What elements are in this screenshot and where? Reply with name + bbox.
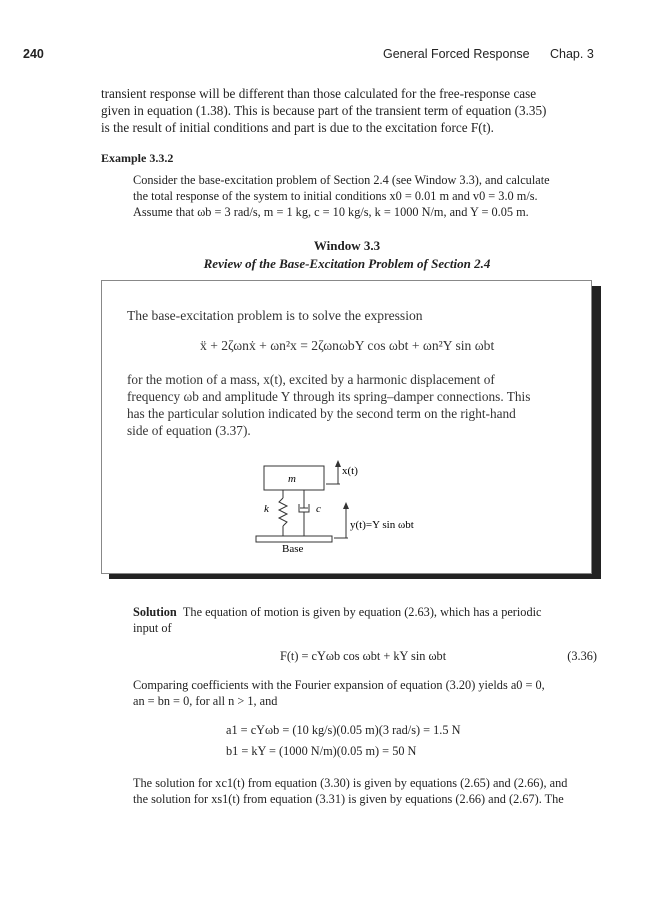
example-line: Consider the base-excitation problem of Section 2.4 (see Window 3.3), and calculate bbox=[133, 173, 550, 187]
equation-b1: b1 = kY = (1000 N/m)(0.05 m) = 50 N bbox=[226, 744, 417, 758]
page-number: 240 bbox=[23, 47, 44, 61]
equation-number: (3.36) bbox=[567, 649, 597, 663]
damper-label: c bbox=[316, 503, 321, 515]
intro-line: transient response will be different than those calculated for the free-response case bbox=[101, 86, 537, 101]
window-equation: ẍ + 2ζωnẋ + ωn²x = 2ζωnωbY cos ωbt + ωn²Y sin ωbt bbox=[200, 338, 495, 353]
mass-label: m bbox=[288, 473, 296, 485]
damper-icon bbox=[299, 490, 309, 536]
chapter-label: Chap. 3 bbox=[550, 47, 594, 61]
intro-line: is the result of initial conditions and part is due to the excitation force F(t). bbox=[101, 120, 494, 135]
closing-line: The solution for xc1(t) from equation (3.30) is given by equations (2.65) and (2.66), and bbox=[133, 776, 568, 790]
window-title: Window 3.3 bbox=[313, 238, 381, 253]
window-paragraph-line: side of equation (3.37). bbox=[127, 423, 251, 438]
equation-expression: F(t) = cYωb cos ωbt + kY sin ωbt bbox=[280, 649, 447, 663]
example-body bbox=[133, 172, 597, 220]
window-paragraph-line: for the motion of a mass, x(t), excited by a harmonic displacement of bbox=[127, 372, 495, 387]
comparing-line: Comparing coefficients with the Fourier expansion of equation (3.20) yields a0 = 0, bbox=[133, 678, 545, 692]
base-label: Base bbox=[282, 543, 304, 555]
solution-line: The equation of motion is given by equation (2.63), which has a periodic bbox=[182, 605, 542, 619]
window-paragraph-line: frequency ωb and amplitude Y through its spring–damper connections. This bbox=[127, 389, 531, 404]
solution-paragraph bbox=[133, 604, 597, 636]
x-label: x(t) bbox=[342, 465, 358, 477]
y-displacement-arrow-icon bbox=[334, 502, 349, 538]
example-title: Example 3.3.2 bbox=[101, 151, 174, 165]
example-line: Assume that ωb = 3 rad/s, m = 1 kg, c = 10 kg/s, k = 1000 N/m, and Y = 0.05 m. bbox=[133, 205, 529, 219]
example-line: the total response of the system to initial conditions x0 = 0.01 m and v0 = 3.0 m/s. bbox=[133, 189, 538, 203]
running-title: General Forced Response bbox=[383, 47, 530, 61]
base-block bbox=[256, 536, 332, 542]
window-paragraph bbox=[127, 371, 573, 439]
window-subtitle: Review of the Base-Excitation Problem of Section 2.4 bbox=[203, 256, 491, 271]
spring-icon bbox=[279, 490, 287, 536]
x-displacement-arrow-icon bbox=[326, 460, 341, 484]
base-excitation-diagram bbox=[250, 460, 450, 560]
intro-line: given in equation (1.38). This is because part of the transient term of equation (3.35) bbox=[101, 103, 547, 118]
closing-line: the solution for xs1(t) from equation (3.31) is given by equations (2.66) and (2.67). The bbox=[133, 792, 564, 806]
comparing-paragraph bbox=[133, 677, 597, 709]
intro-paragraph bbox=[101, 85, 596, 136]
spring-label: k bbox=[264, 503, 269, 515]
comparing-line: an = bn = 0, for all n > 1, and bbox=[133, 694, 278, 708]
window-intro-text: The base-excitation problem is to solve the expression bbox=[127, 308, 423, 323]
y-label: y(t)=Y sin ωbt bbox=[350, 519, 414, 531]
closing-paragraph bbox=[133, 775, 597, 807]
window-paragraph-line: has the particular solution indicated by the second term on the right-hand bbox=[127, 406, 516, 421]
solution-label: Solution bbox=[133, 605, 177, 619]
solution-line: input of bbox=[133, 621, 172, 635]
equation-a1: a1 = cYωb = (10 kg/s)(0.05 m)(3 rad/s) = 1.5 N bbox=[226, 723, 461, 737]
